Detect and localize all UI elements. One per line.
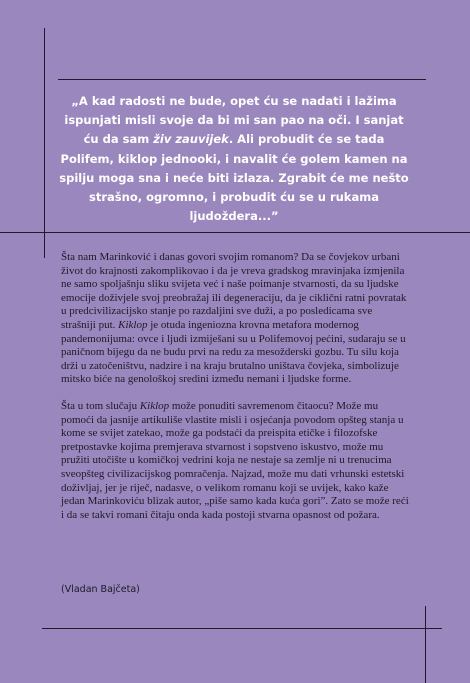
paragraph-2: [61, 400, 409, 522]
paragraph-2-part-2: može ponuditi savremenom čitaocu? Može mu pomoći da jasnije artikuliše vlastite misli i osjećanja povodom opšteg stanja u kome se svijet zatekao, može ga podstaći da preispita etičke i filozofske pretpostavke kojima premjerava stvarnost i sopstveno iskustvo, može mu pružiti utočište u komičkoj vedrini koja ne nestaje sa zemlje ni u trenucima sveopšteg civilizacijskog pomračenja. Najzad, može mu dati vrhunski estetski doživljaj, jer je riječ, nadasve, o velikom romanu koji se uvijek, kako kaže jedan Marinkoviću blizak autor, „piše samo kada kuća gori”. Zato se može reći i da se takvi romani čitaju onda kada postoji stvarna opasnost od požara.: [61, 399, 409, 521]
paragraph-1: [61, 251, 409, 387]
quote-part-1: „A kad radosti ne bude, opet ću se nadati i lažima ispunjati misli svoje da bi mi san pao na oči. I sanjat ću da sam: [64, 94, 404, 147]
vertical-rule-bottom-right: [425, 606, 426, 683]
vertical-rule-top-left: [44, 28, 45, 258]
author-signature: (Vladan Bajčeta): [61, 584, 140, 595]
paragraph-1-part-2: je otuda ingeniozna krovna metafora modernog pandemonijuma: ovce i ljudi izmiješani su u Polifemovoj pećini, sudaraju se u paničnom bijegu da ne budu prvi na redu za mesožderski gozbu. Tu silu koja drži u zatočeništvu, nadzire i na kraju brutalno uništava čovjeka, simbolizuje mitsko biće na genološkoj sredini između nemani i ljudske forme.: [61, 318, 406, 386]
quote-part-2: . Ali probudit će se tada Polifem, kiklop jednooki, i navalit će golem kamen na spilju moga sna i neće biti izlaza. Zgrabit će me nešto strašno, ogromno, i probudit ću se u rukama ljudoždera...”: [59, 132, 409, 224]
paragraph-1-part-1: Šta nam Marinković i danas govori svojim romanom? Da se čovjekov urbani život do krajnosti zakomplikovao i da je vreva gradskog mravinjaka izmjenila ne samo spoljašnju sliku svijeta već i naše poimanje stvarnosti, da su ljudske emocije doživjele svoj preobražaj ili degeneraciju, da je ciklični ratni povratak u predcivilizacijsko stanje po razdaljini sve duži, a po posledicama sve strašniji put.: [61, 251, 407, 331]
horizontal-rule-bottom: [42, 628, 442, 629]
epigraph-quote: [58, 92, 410, 226]
paragraph-2-part-1: Šta u tom slučaju: [61, 399, 140, 412]
horizontal-rule-middle: [0, 232, 470, 233]
paragraph-1-title: Kiklop: [118, 318, 148, 331]
paragraph-2-title: Kiklop: [139, 399, 170, 412]
blurb-body: [61, 251, 409, 535]
horizontal-rule-top: [58, 79, 426, 80]
quote-emphasis: živ zauvijek: [153, 132, 229, 147]
